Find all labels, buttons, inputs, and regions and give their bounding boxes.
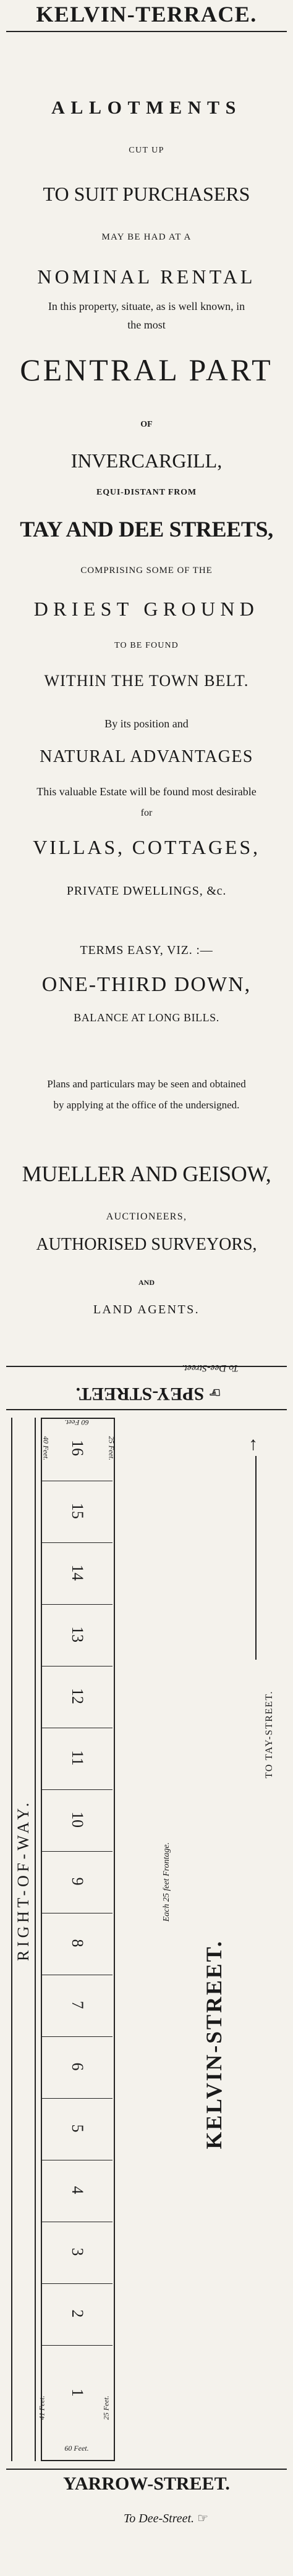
lot-number: 13 bbox=[69, 1626, 87, 1642]
land-agents-text: LAND AGENTS. bbox=[93, 1303, 200, 1316]
auctioneers-text: AUCTIONEERS, bbox=[106, 1211, 187, 1222]
right-of-way-label: RIGHT-OF-WAY. bbox=[14, 1799, 32, 1961]
headline: KELVIN-TERRACE. bbox=[36, 2, 257, 27]
position-text: By its position and bbox=[104, 717, 189, 730]
plan-bottom-rule bbox=[6, 2469, 287, 2470]
headline-rule bbox=[6, 31, 287, 32]
within-town-belt-heading: WITHIN THE TOWN BELT. bbox=[44, 672, 249, 690]
lot-number: 15 bbox=[69, 1503, 87, 1519]
bottom-left-depth-label: 41 Feet. bbox=[37, 2395, 46, 2420]
nominal-rental-heading: NOMINAL RENTAL bbox=[37, 266, 256, 288]
property-text-1: In this property, situate, as is well known, in bbox=[48, 300, 245, 312]
cut-up-text: CUT UP bbox=[129, 146, 164, 155]
surveyors-heading: AUTHORISED SURVEYORS, bbox=[36, 1235, 257, 1254]
natural-advantages-heading: NATURAL ADVANTAGES bbox=[40, 747, 253, 766]
may-be-had-text: MAY BE HAD AT A bbox=[101, 232, 192, 242]
lot-number: 11 bbox=[69, 1750, 87, 1766]
lot-number: 16 bbox=[69, 1440, 87, 1456]
central-part-heading: CENTRAL PART bbox=[20, 353, 273, 387]
yarrow-street-label: YARROW-STREET. bbox=[63, 2474, 230, 2494]
lot-number: 14 bbox=[69, 1565, 87, 1581]
for-text: for bbox=[140, 808, 153, 818]
plans-text-1: Plans and particulars may be seen and obtained bbox=[47, 1078, 246, 1090]
top-left-depth-label: 40 Feet. bbox=[41, 1436, 51, 1461]
up-arrow-icon: ↑ bbox=[248, 1434, 258, 1454]
pointing-hand-icon: ☞ bbox=[208, 1385, 221, 1400]
lot-number: 4 bbox=[69, 2186, 87, 2194]
spey-street-label: ☞ SPEY-STREET. bbox=[75, 1384, 221, 1404]
villas-heading: VILLAS, COTTAGES, bbox=[33, 836, 260, 858]
suit-purchasers-heading: TO SUIT PURCHASERS bbox=[43, 183, 250, 205]
lot-number: 10 bbox=[69, 1812, 87, 1828]
lot-number: 7 bbox=[69, 2001, 87, 2009]
one-third-heading: ONE-THIRD DOWN, bbox=[41, 973, 252, 996]
town-heading: INVERCARGILL, bbox=[70, 450, 223, 472]
lot-number: 8 bbox=[69, 1939, 87, 1947]
arrow-shaft bbox=[255, 1456, 257, 1660]
and-text: AND bbox=[138, 1278, 155, 1287]
driest-ground-heading: DRIEST GROUND bbox=[33, 598, 260, 620]
terms-text: TERMS EASY, VIZ. :— bbox=[80, 943, 213, 957]
bottom-width-label: 60 Feet. bbox=[64, 2444, 89, 2453]
property-text-2: the most bbox=[127, 319, 166, 331]
frontage-label: Each 25 feet Frontage. bbox=[162, 1842, 171, 1922]
allotments-heading: ALLOTMENTS bbox=[51, 98, 242, 118]
equi-distant-text: EQUI-DISTANT FROM bbox=[96, 488, 197, 497]
lot-number: 1 bbox=[69, 2388, 87, 2397]
lot-number: 9 bbox=[69, 1877, 87, 1886]
of-text: OF bbox=[140, 420, 153, 429]
pointing-hand-icon: ☞ bbox=[197, 2512, 208, 2525]
balance-text: BALANCE AT LONG BILLS. bbox=[74, 1011, 219, 1024]
to-dee-street-bottom-row bbox=[124, 2511, 293, 2526]
left-border-line bbox=[11, 1418, 12, 2461]
kelvin-street-label: KELVIN-STREET. bbox=[202, 1939, 226, 2149]
bottom-right-depth-label: 25 Feet. bbox=[101, 2395, 111, 2420]
plans-text-2: by applying at the office of the undersigned. bbox=[53, 1099, 240, 1111]
plan-top-rule bbox=[6, 1409, 287, 1410]
lot-number: 2 bbox=[69, 2309, 87, 2318]
lot-number: 5 bbox=[69, 2124, 87, 2133]
to-dee-street-bottom-label: To Dee-Street. bbox=[124, 2512, 195, 2525]
lot-number: 12 bbox=[69, 1688, 87, 1704]
comprising-text: COMPRISING SOME OF THE bbox=[80, 566, 213, 575]
top-width-label: 60 Feet. bbox=[64, 1418, 89, 1427]
lot-number: 3 bbox=[69, 2248, 87, 2256]
to-be-found-text: TO BE FOUND bbox=[114, 641, 179, 650]
to-tay-street-label: TO TAY-STREET. bbox=[264, 1690, 274, 1779]
firm-heading: MUELLER AND GEISOW, bbox=[22, 1161, 271, 1186]
lot-number: 6 bbox=[69, 2062, 87, 2071]
private-dwellings-text: PRIVATE DWELLINGS, &c. bbox=[66, 884, 227, 898]
right-of-way-line bbox=[35, 1418, 36, 2461]
to-dee-street-top-label: To Dee-Street. bbox=[182, 1363, 239, 1373]
streets-heading: TAY AND DEE STREETS, bbox=[20, 517, 273, 542]
estate-text: This valuable Estate will be found most desirable bbox=[36, 785, 257, 798]
top-right-depth-label: 25 Feet. bbox=[107, 1436, 116, 1461]
